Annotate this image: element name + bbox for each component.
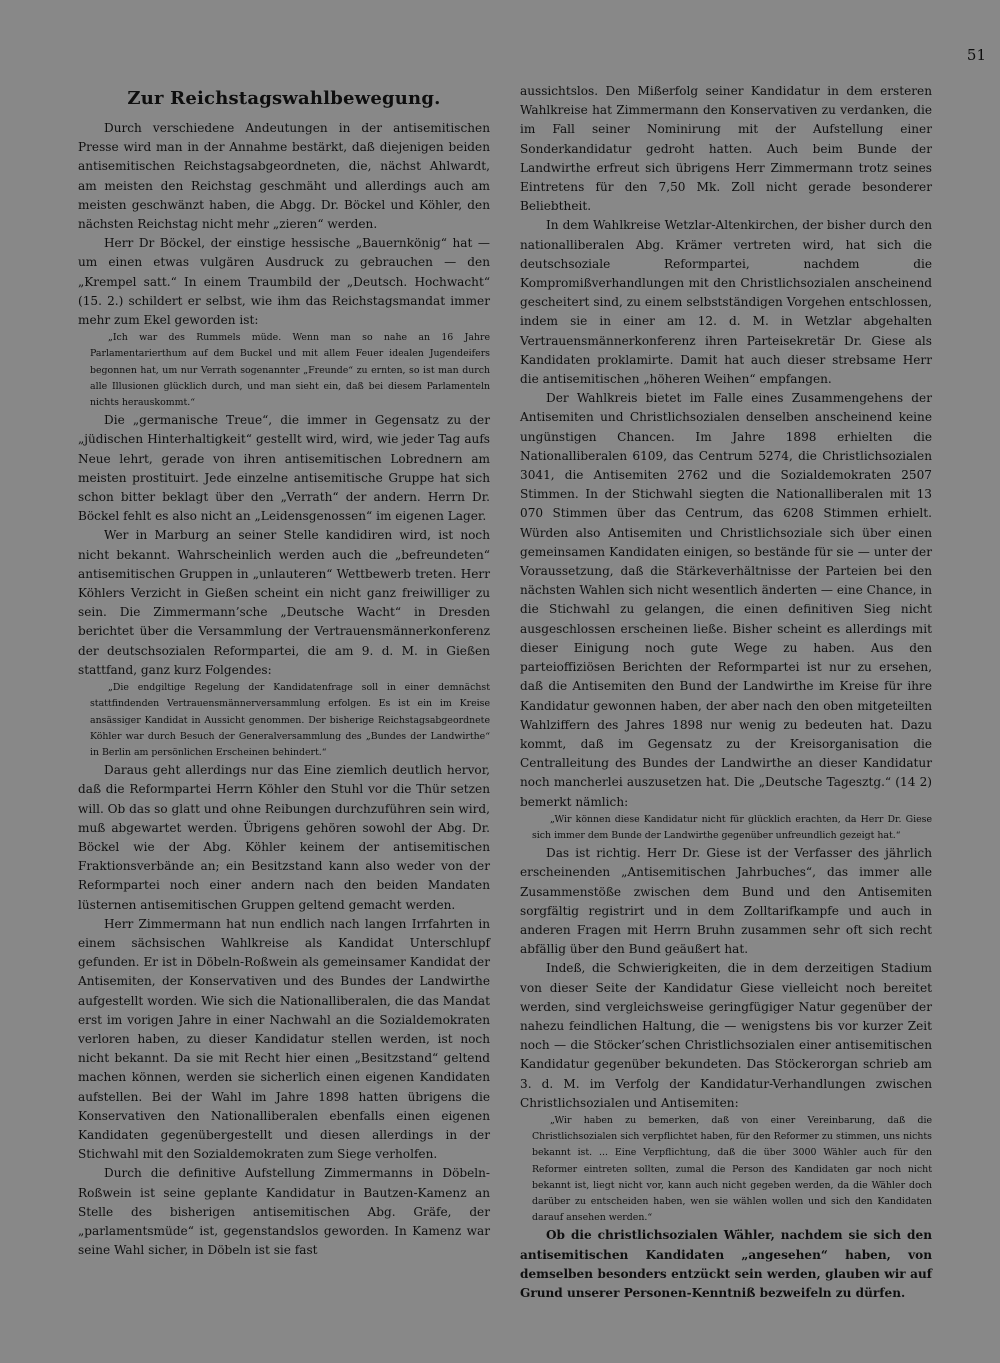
block-quote: „Wir können diese Kandidatur nicht für glücklich erachten, da Herr Dr. Giese sich immer dem Bunde der Landwirthe gegenüber unfreundlich gezeigt hat.“: [532, 813, 932, 841]
page-number: 51: [966, 46, 986, 64]
block-quote: „Die endgiltige Regelung der Kandidatenfrage soll in einer demnächst stattfindenden Vertrauensmännerversammlung erfolgen. Es ist ein im Kreise ansässiger Kandidat in Aussicht genommen. Der bisherige Reichstagsabgeordnete Köhler war durch Besuch der Generalversammlung des „Bundes der Landwirthe“ in Berlin am persönlichen Erscheinen behindert.“: [90, 682, 490, 758]
block-quote: „Wir haben zu bemerken, daß von einer Vereinbarung, daß die Christlichsozialen sich verpflichtet haben, für den Reformer zu stimmen, uns nichts bekannt ist. ... Eine Verpflichtung, daß die über 3000 Wähler auch für den Reformer eintreten sollten, zumal die Person des Kandidaten gar noch nicht bekannt ist, liegt nicht vor, kann auch nicht gegeben werden, da die Wähler doch darüber zu entscheiden haben, wen sie wählen wollen und sich den Kandidaten darauf ansehen werden.“: [532, 1114, 932, 1224]
paragraph: Durch die definitive Aufstellung Zimmermanns in Döbeln-Roßwein ist seine geplante Kandidatur in Bautzen-Kamenz an Stelle des bisherigen antisemitischen Abg. Gräfe, der „parlamentsmüde“ ist, gegenstandslos geworden. In Kamenz war seine Wahl sicher, in Döbeln ist sie fast: [78, 1166, 490, 1258]
left-column: [78, 86, 490, 1260]
paragraph: Herr Zimmermann hat nun endlich nach langen Irrfahrten in einem sächsischen Wahlkreise als Kandidat Unterschlupf gefunden. Er ist in Döbeln-Roßwein als gemeinsamer Kandidat der Antisemiten, der Konservativen und des Bundes der Landwirthe aufgestellt worden. Wie sich die Nationalliberalen, die das Mandat erst im vorigen Jahre in einer Nachwahl an die Sozialdemokraten verloren haben, zu dieser Kandidatur stellen werden, ist noch nicht bekannt. Da sie mit Recht hier einen „Besitzstand“ geltend machen können, werden sie sicherlich einen eigenen Kandidaten aufstellen. Bei der Wahl im Jahre 1898 hatten übrigens die Konservativen den Nationalliberalen ebenfalls einen eigenen Kandidaten gegenübergestellt und diesen allerdings in der Stichwahl mit den Sozialdemokraten zum Siege verholfen.: [78, 916, 490, 1162]
article-heading: Zur Reichstagswahlbewegung.: [127, 88, 441, 109]
paragraph: In dem Wahlkreise Wetzlar-Altenkirchen, der bisher durch den nationalliberalen Abg. Krämer vertreten wird, hat sich die deutschsoziale Reformpartei, nachdem die Kompromißverhandlungen mit den Christlichsozialen anscheinend gescheitert sind, zu einem selbstständigen Vorgehen entschlossen, indem sie in einer am 12. d. M. in Wetzlar abgehalten Vertrauensmännerkonferenz ihren Parteisekretär Dr. Giese als Kandidaten proklamirte. Damit hat auch dieser strebsame Herr die antisemitischen „höheren Weihen“ empfangen.: [520, 218, 932, 387]
paragraph: Wer in Marburg an seiner Stelle kandidiren wird, ist noch nicht bekannt. Wahrscheinlich werden auch die „befreundeten“ antisemitischen Gruppen in „unlauteren“ Wettbewerb treten. Herr Köhlers Verzicht in Gießen scheint ein nicht ganz freiwilliger zu sein. Die Zimmermann’sche „Deutsche Wacht“ in Dresden berichtet über die Versammlung der Vertrauensmännerkonferenz der deutschsozialen Reformpartei, die am 9. d. M. in Gießen stattfand, ganz kurz Folgendes:: [78, 528, 490, 677]
block-quote: „Ich war des Rummels müde. Wenn man so nahe an 16 Jahre Parlamentarierthum auf dem Buckel und mit allem Feuer idealen Jugendeifers begonnen hat, um nur Verrath sogenannter „Freunde“ zu ernten, so ist man durch alle Illusionen glücklich durch, und man sieht ein, daß bei diesem Parlamenteln nichts herauskommt.“: [90, 332, 490, 409]
paragraph: Der Wahlkreis bietet im Falle eines Zusammengehens der Antisemiten und Christlichsozialen denselben anscheinend keine ungünstigen Chancen. Im Jahre 1898 erhielten die Nationalliberalen 6109, das Centrum 5274, die Christlichsozialen 3041, die Antisemiten 2762 und die Sozialdemokraten 2507 Stimmen. In der Stichwahl siegten die Nationalliberalen mit 13 070 Stimmen über das Centrum, das 6208 Stimmen erhielt. Würden also Antisemiten und Christlichsoziale sich über einen gemeinsamen Kandidaten einigen, so bestände für sie — unter der Voraussetzung, daß die Stärkeverhältnisse der Parteien bei den nächsten Wahlen sich nicht wesentlich änderten — eine Chance, in die Stichwahl zu gelangen, die einen definitiven Sieg nicht ausgeschlossen erscheinen ließe. Bisher scheint es allerdings mit dieser Einigung noch gute Wege zu haben. Aus den parteioffiziösen Berichten der Reformpartei ist nur zu ersehen, daß die Antisemiten den Bund der Landwirthe im Kreise für ihre Kandidatur gewonnen haben, der aber nach den oben mitgeteilten Wahlziffern des Jahres 1898 nur wenig zu bedeuten hat. Dazu kommt, daß im Gegensatz zu der Kreisorganisation die Centralleitung des Bundes der Landwirthe an dieser Kandidatur noch mancherlei auszusetzen hat. Die „Deutsche Tagesztg.“ (14 2) bemerkt nämlich:: [520, 391, 932, 809]
paragraph: Das ist richtig. Herr Dr. Giese ist der Verfasser des jährlich erscheinenden „Antisemitischen Jahrbuches“, das immer alle Zusammenstöße zwischen dem Bund und den Antisemiten sorgfältig registrirt und in dem Zolltarifkampfe und auch in anderen Fragen mit Herrn Bruhn zusammen sehr oft sich recht abfällig über den Bund geäußert hat.: [520, 846, 932, 957]
paragraph: Durch verschiedene Andeutungen in der antisemitischen Presse wird man in der Annahme bestärkt, daß diejenigen beiden antisemitischen Reichstagsabgeordneten, die, nächst Ahlwardt, am meisten den Reichstag geschmäht und allerdings auch am meisten geschwänzt haben, die Abgg. Dr. Böckel und Köhler, den nächsten Reichstag nicht mehr „zieren“ werden.: [78, 121, 490, 232]
right-column: [520, 82, 932, 1303]
paragraph: Daraus geht allerdings nur das Eine ziemlich deutlich hervor, daß die Reformpartei Herrn Köhler den Stuhl vor die Thür setzen will. Ob das so glatt und ohne Reibungen durchzuführen sein wird, muß abgewartet werden. Übrigens gehören sowohl der Abg. Dr. Böckel wie der Abg. Köhler keinem der antisemitischen Fraktionsverbände an; ein Besitzstand kann also weder von der Reformpartei noch einer andern nach den beiden Mandaten lüsternen antisemitischen Gruppen geltend gemacht werden.: [78, 763, 490, 912]
paragraph: Indeß, die Schwierigkeiten, die in dem derzeitigen Stadium von dieser Seite der Kandidatur Giese vielleicht noch bereitet werden, sind vergleichsweise geringfügiger Natur gegenüber der nahezu feindlichen Haltung, die — wenigstens bis vor kurzer Zeit noch — die Stöcker’schen Christlichsozialen einer antisemitischen Kandidatur gegenüber bekundeten. Das Stöckerorgan schrieb am 3. d. M. im Verfolg der Kandidatur-Verhandlungen zwischen Christlichsozialen und Antisemiten:: [520, 961, 932, 1110]
paragraph: Die „germanische Treue“, die immer in Gegensatz zu der „jüdischen Hinterhaltigkeit“ gestellt wird, wird, wie jeder Tag aufs Neue lehrt, gerade von ihren antisemitischen Lobrednern am meisten prostituirt. Jede einzelne antisemitische Gruppe hat sich schon bitter beklagt über den „Verrath“ der andern. Herrn Dr. Böckel fehlt es also nicht an „Leidensgenossen“ im eigenen Lager.: [78, 413, 490, 524]
paragraph: Ob die christlichsozialen Wähler, nachdem sie sich den antisemitischen Kandidaten „angesehen“ haben, von demselben besonders entzückt sein werden, glauben wir auf Grund unserer Personen-Kenntniß bezweifeln zu dürfen.: [520, 1228, 932, 1300]
paragraph: Herr Dr Böckel, der einstige hessische „Bauernkönig“ hat — um einen etwas vulgären Ausdruck zu gebrauchen — den „Krempel satt.“ In einem Traumbild der „Deutsch. Hochwacht“ (15. 2.) schildert er selbst, wie ihm das Reichstagsmandat immer mehr zum Ekel geworden ist:: [78, 236, 490, 328]
paragraph: aussichtslos. Den Mißerfolg seiner Kandidatur in dem ersteren Wahlkreise hat Zimmermann den Konservativen zu verdanken, die im Fall seiner Nominirung mit der Aufstellung einer Sonderkandidatur gedroht hatten. Auch beim Bunde der Landwirthe erfreut sich übrigens Herr Zimmermann trotz seines Eintretens für den 7,50 Mk. Zoll nicht gerade besonderer Beliebtheit.: [520, 84, 932, 214]
